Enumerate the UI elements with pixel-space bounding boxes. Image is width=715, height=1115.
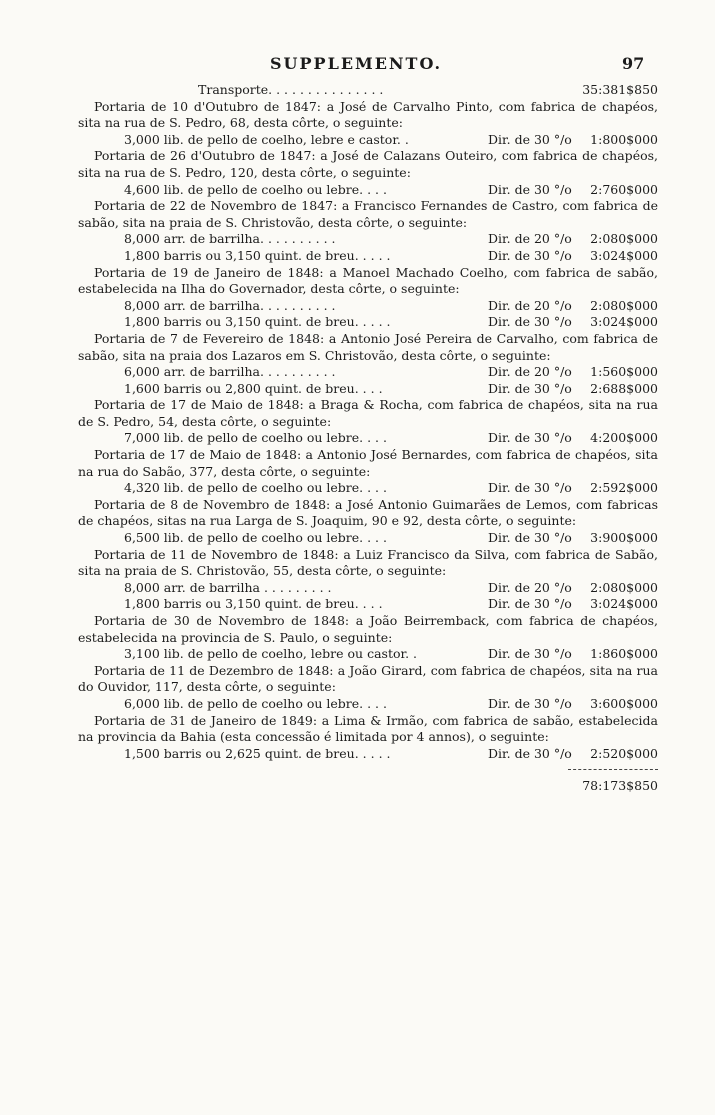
goods-row <box>78 580 658 597</box>
duty-rate: Dir. de 30 °/o <box>488 380 572 396</box>
duty-rate: Dir. de 30 °/o <box>488 596 572 612</box>
portaria-text: Portaria de 17 de Maio de 1848: a Antonio José Bernardes, com fabrica de chapéos, sita na rua do Sabão, 377, desta côrte, o seguinte: <box>78 447 658 479</box>
portaria-entry <box>78 99 658 149</box>
goods-row <box>78 364 658 381</box>
portaria-entry <box>78 547 658 613</box>
carry-forward-label: Transporte. . . . . . . . . . . . . . . <box>198 82 384 97</box>
duty-amount: 2:592$000 <box>590 480 658 496</box>
duty-amount: 2:688$000 <box>590 380 658 396</box>
goods-row <box>78 298 658 315</box>
total-rule <box>78 762 658 778</box>
duty-amount: 3:024$000 <box>590 314 658 330</box>
portaria-entry <box>78 497 658 547</box>
duty-amount: 3:024$000 <box>590 596 658 612</box>
goods-row <box>78 430 658 447</box>
goods-description: 8,000 arr. de barrilha. . . . . . . . . . <box>124 297 336 313</box>
ledger <box>78 82 658 795</box>
duty-rate: Dir. de 30 °/o <box>488 646 572 662</box>
duty-amount: 1:560$000 <box>590 364 658 380</box>
portaria-text: Portaria de 11 de Novembro de 1848: a Luiz Francisco da Silva, com fabrica de Sabão, sita na praia de S. Christovão, 55, desta côrte, o seguinte: <box>78 546 658 579</box>
portaria-entry <box>78 447 658 497</box>
duty-amount: 2:760$000 <box>590 181 658 197</box>
portaria-entry <box>78 331 658 397</box>
goods-description: 3,100 lib. de pello de coelho, lebre ou castor. . <box>124 646 418 662</box>
duty-amount: 3:600$000 <box>590 695 658 711</box>
goods-row <box>78 696 658 713</box>
duty-amount: 4:200$000 <box>590 430 658 446</box>
portaria-text: Portaria de 31 de Janeiro de 1849: a Lima & Irmão, com fabrica de sabão, estabelecida na provincia da Bahia (esta concessão é limitada por 4 annos), o seguinte: <box>78 712 658 745</box>
portaria-entry <box>78 397 658 447</box>
goods-description: 1,800 barris ou 3,150 quint. de breu. . . . . <box>124 247 391 263</box>
portaria-entry <box>78 663 658 713</box>
entries-list <box>78 99 658 763</box>
goods-row <box>78 746 658 763</box>
goods-row <box>78 480 658 497</box>
portaria-text: Portaria de 22 de Novembro de 1847: a Francisco Fernandes de Castro, com fabrica de sabão, sita na praia de S. Christovão, desta côrte, o seguinte: <box>78 198 658 230</box>
duty-rate: Dir. de 20 °/o <box>488 364 572 380</box>
goods-description: 6,500 lib. de pello de coelho ou lebre. . . . <box>124 530 387 546</box>
duty-rate: Dir. de 20 °/o <box>488 579 572 595</box>
portaria-text: Portaria de 26 d'Outubro de 1847: a José de Calazans Outeiro, com fabrica de chapéos, sita na rua de S. Pedro, 120, desta côrte, o seguinte: <box>78 148 658 180</box>
duty-rate: Dir. de 30 °/o <box>488 131 572 147</box>
duty-rate: Dir. de 30 °/o <box>488 695 572 711</box>
portaria-entry <box>78 713 658 763</box>
goods-row <box>78 530 658 547</box>
portaria-entry <box>78 148 658 198</box>
page-number: 97 <box>622 54 645 73</box>
duty-amount: 2:080$000 <box>590 297 658 313</box>
goods-row <box>78 314 658 331</box>
goods-description: 1,800 barris ou 3,150 quint. de breu. . . . . <box>124 314 391 330</box>
duty-rate: Dir. de 30 °/o <box>488 430 572 446</box>
duty-rate: Dir. de 30 °/o <box>488 480 572 496</box>
portaria-text: Portaria de 30 de Novembro de 1848: a João Beirremback, com fabrica de chapéos, estabelecida na provincia de S. Paulo, o seguinte: <box>78 613 658 645</box>
duty-rate: Dir. de 20 °/o <box>488 297 572 313</box>
goods-description: 8,000 arr. de barrilha . . . . . . . . . <box>124 579 332 595</box>
page-title: SUPPLEMENTO. <box>270 54 443 73</box>
portaria-entry <box>78 613 658 663</box>
carry-forward-amount: 35:381$850 <box>582 82 658 97</box>
duty-rate: Dir. de 20 °/o <box>488 231 572 247</box>
goods-description: 7,000 lib. de pello de coelho ou lebre. . . . <box>124 430 387 446</box>
portaria-text: Portaria de 11 de Dezembro de 1848: a João Girard, com fabrica de chapéos, sita na rua do Ouvidor, 117, desta côrte, o seguinte: <box>78 662 658 695</box>
goods-row <box>78 182 658 199</box>
portaria-text: Portaria de 19 de Janeiro de 1848: a Manoel Machado Coelho, com fabrica de sabão, estabelecida na Ilha do Governador, desta côrte, o seguinte: <box>78 264 658 297</box>
duty-amount: 2:080$000 <box>590 231 658 247</box>
goods-description: 1,600 barris ou 2,800 quint. de breu. . . . <box>124 380 383 396</box>
goods-row <box>78 646 658 663</box>
goods-row <box>78 248 658 265</box>
duty-rate: Dir. de 30 °/o <box>488 181 572 197</box>
duty-amount: 2:520$000 <box>590 745 658 761</box>
goods-row <box>78 132 658 149</box>
duty-amount: 2:080$000 <box>590 579 658 595</box>
goods-description: 1,500 barris ou 2,625 quint. de breu. . . . . <box>124 745 391 761</box>
goods-description: 6,000 arr. de barrilha. . . . . . . . . . <box>124 364 336 380</box>
portaria-text: Portaria de 10 d'Outubro de 1847: a José de Carvalho Pinto, com fabrica de chapéos, sita na rua de S. Pedro, 68, desta côrte, o seguinte: <box>78 98 658 131</box>
duty-amount: 1:860$000 <box>590 646 658 662</box>
carry-forward-row <box>78 82 658 99</box>
goods-row <box>78 231 658 248</box>
total-row <box>78 778 658 795</box>
goods-description: 3,000 lib. de pello de coelho, lebre e castor. . <box>124 131 409 147</box>
portaria-text: Portaria de 17 de Maio de 1848: a Braga & Rocha, com fabrica de chapéos, sita na rua de S. Pedro, 54, desta côrte, o seguinte: <box>78 397 658 429</box>
duty-amount: 1:800$000 <box>590 131 658 147</box>
duty-rate: Dir. de 30 °/o <box>488 247 572 263</box>
duty-rate: Dir. de 30 °/o <box>488 314 572 330</box>
goods-description: 1,800 barris ou 3,150 quint. de breu. . . . <box>124 596 383 612</box>
duty-rate: Dir. de 30 °/o <box>488 530 572 546</box>
duty-rate: Dir. de 30 °/o <box>488 745 572 761</box>
goods-row <box>78 596 658 613</box>
total-amount: 78:173$850 <box>582 778 658 794</box>
goods-description: 6,000 lib. de pello de coelho ou lebre. . . . <box>124 695 387 711</box>
goods-description: 8,000 arr. de barrilha. . . . . . . . . . <box>124 231 336 247</box>
goods-row <box>78 381 658 398</box>
page-header <box>0 54 715 78</box>
portaria-text: Portaria de 7 de Fevereiro de 1848: a Antonio José Pereira de Carvalho, com fabrica de sabão, sita na praia dos Lazaros em S. Christovão, desta côrte, o seguinte: <box>78 330 658 363</box>
goods-description: 4,600 lib. de pello de coelho ou lebre. . . . <box>124 181 387 197</box>
duty-amount: 3:024$000 <box>590 247 658 263</box>
portaria-entry <box>78 198 658 264</box>
duty-amount: 3:900$000 <box>590 530 658 546</box>
goods-description: 4,320 lib. de pello de coelho ou lebre. . . . <box>124 480 387 496</box>
portaria-text: Portaria de 8 de Novembro de 1848: a José Antonio Guimarães de Lemos, com fabricas de chapéos, sitas na rua Larga de S. Joaquim, 90 e 92, desta côrte, o seguinte: <box>78 496 658 529</box>
portaria-entry <box>78 265 658 331</box>
